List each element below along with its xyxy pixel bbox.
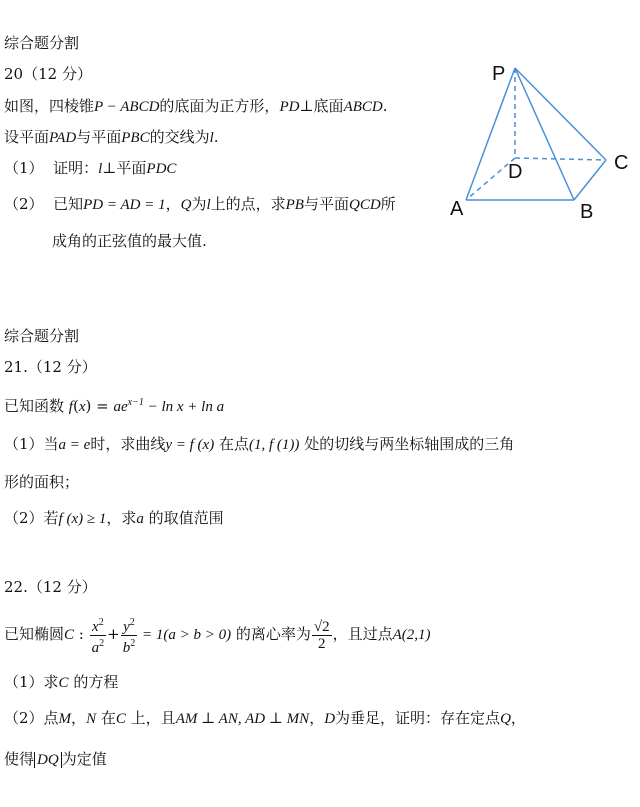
q20-stem-line1: 如图，四棱锥P − ABCD的底面为正方形，PD⊥底面ABCD. xyxy=(4,97,388,115)
q20-part1: （1） 证明：l⊥平面PDC xyxy=(4,159,177,177)
pyramid-figure xyxy=(440,52,635,222)
q22-header: 22.（12 分） xyxy=(4,578,97,596)
vertex-p-label: P xyxy=(492,63,506,85)
vertex-a-label: A xyxy=(450,198,464,220)
q20-part2: （2） 已知PD = AD = 1，Q为l上的点，求PB与平面QCD所 xyxy=(4,195,396,213)
q20-stem-line2: 设平面PAD与平面PBC的交线为l. xyxy=(4,128,219,146)
q20-part2-cont: 成角的正弦值的最大值. xyxy=(52,232,207,250)
edge-dc-hidden xyxy=(515,158,606,160)
q21-header: 21.（12 分） xyxy=(4,358,97,376)
eccentricity-fraction: $\frac{√2}{2}$ xyxy=(313,618,330,652)
q21-intro: 已知函数 $f(x) = ae^{x-1} - \ln x + \ln a$ xyxy=(4,397,225,415)
edge-pb xyxy=(515,68,574,200)
q22-intro: 已知椭圆C : $\frac{x^2}{a^2}$ + $\frac{y^2}{b^2}$ = 1(a > b > 0) 的离心率为 $\frac{√2}{2}$ ，且过点A(2,1) xyxy=(4,616,431,656)
q22-part2: （2）点M，N 在C 上，且AM ⊥ AN, AD ⊥ MN，D为垂足，证明：存在定点Q， xyxy=(4,709,526,727)
section-label: 综合题分割 xyxy=(4,327,80,345)
section-label: 综合题分割 xyxy=(4,34,80,52)
q21-part1: （1）当a = e时，求曲线y = f (x) 在点(1, f (1)) 处的切线与两坐标轴围成的三角 xyxy=(4,435,515,453)
q21-part1-cont: 形的面积； xyxy=(4,473,80,491)
x-over-a-fraction: $\frac{x^2}{a^2}$ xyxy=(91,616,105,656)
edge-pc xyxy=(515,68,606,160)
q21-part2: （2）若f (x) ≥ 1，求a 的取值范围 xyxy=(4,509,224,527)
q22-part1: （1）求C 的方程 xyxy=(4,673,119,691)
q20-header: 20（12 分） xyxy=(4,65,92,83)
vertex-d-label: D xyxy=(508,161,523,183)
y-over-b-fraction: $\frac{y^2}{b^2}$ xyxy=(122,616,136,656)
vertex-c-label: C xyxy=(614,152,629,174)
edge-bc xyxy=(574,160,606,200)
vertex-b-label: B xyxy=(580,201,594,222)
q22-part2-cont: 使得 DQ 为定值 xyxy=(4,750,107,768)
